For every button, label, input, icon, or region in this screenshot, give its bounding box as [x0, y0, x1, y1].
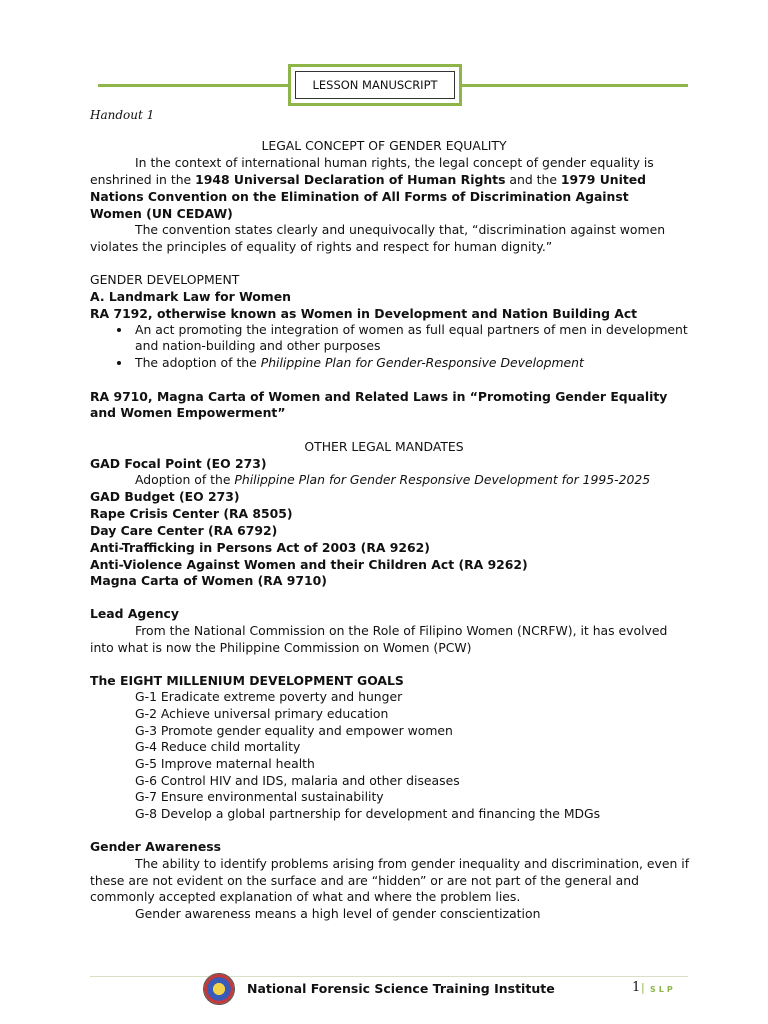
ra9710-heading: RA 9710, Magna Carta of Women and Related Laws in “Promoting Gender Equality: [90, 389, 668, 404]
udhr-ref: 1948 Universal Declaration of Human Rights: [195, 172, 506, 187]
paragraph-line: Gender awareness means a high level of gender conscientization: [135, 906, 541, 921]
footer-rule: [90, 976, 688, 977]
mdg-heading: The EIGHT MILLENIUM DEVELOPMENT GOALS: [90, 673, 404, 688]
cedaw-ref-start: 1979 United: [560, 172, 647, 187]
lead-agency-heading: Lead Agency: [90, 606, 179, 621]
gender-development-heading: GENDER DEVELOPMENT: [90, 272, 240, 287]
bullet-line: An act promoting the integration of women as full equal partners of men in development: [135, 322, 688, 337]
paragraph-line: into what is now the Philippine Commission on Women (PCW): [90, 640, 472, 655]
gad-focal-heading: GAD Focal Point (EO 273): [90, 456, 267, 471]
header-rule-right: [462, 84, 688, 87]
footer-institute-name: National Forensic Science Training Institute: [247, 981, 555, 996]
paragraph-line: The ability to identify problems arising from gender inequality and discrimination, even if: [135, 856, 690, 871]
goal-item: G-6 Control HIV and IDS, malaria and other diseases: [135, 773, 460, 788]
plan-title: Philippine Plan for Gender Responsive Development for 1995-2025: [234, 472, 651, 487]
goal-item: G-5 Improve maternal health: [135, 756, 315, 771]
goal-item: G-4 Reduce child mortality: [135, 739, 301, 754]
goal-item: G-3 Promote gender equality and empower women: [135, 723, 453, 738]
text-run: and the: [505, 172, 561, 187]
mandate-item: GAD Budget (EO 273): [90, 489, 240, 504]
goal-item: G-1 Eradicate extreme poverty and hunger: [135, 689, 403, 704]
text-run: The adoption of the: [135, 355, 261, 370]
bullet-line: and nation-building and other purposes: [135, 338, 381, 353]
mandate-item: Anti-Trafficking in Persons Act of 2003 (RA 9262): [90, 540, 430, 555]
bullet-line: [135, 355, 584, 371]
legal-concept-heading: LEGAL CONCEPT OF GENDER EQUALITY: [261, 138, 507, 153]
goal-item: G-2 Achieve universal primary education: [135, 706, 389, 721]
mandate-item: Anti-Violence Against Women and their Children Act (RA 9262): [90, 557, 528, 572]
paragraph-line: Women (UN CEDAW): [90, 206, 233, 221]
paragraph-line: The convention states clearly and unequivocally that, “discrimination against women: [135, 222, 666, 237]
goal-item: G-8 Develop a global partnership for development and financing the MDGs: [135, 806, 601, 821]
paragraph-line: these are not evident on the surface and are “hidden” or are not part of the general and: [90, 873, 639, 888]
header-rule-left: [98, 84, 288, 87]
gender-awareness-heading: Gender Awareness: [90, 839, 221, 854]
bullet-icon: [117, 361, 121, 365]
paragraph-line: violates the principles of equality of rights and respect for human dignity.”: [90, 239, 553, 254]
paragraph-line: In the context of international human rights, the legal concept of gender equality is: [135, 155, 654, 170]
goal-item: G-7 Ensure environmental sustainability: [135, 789, 384, 804]
page-number: 1: [632, 980, 641, 995]
other-mandates-heading: OTHER LEGAL MANDATES: [304, 439, 464, 454]
bullet-icon: [117, 328, 121, 332]
plan-title: Philippine Plan for Gender-Responsive Development: [260, 355, 584, 370]
text-run: enshrined in the: [90, 172, 196, 187]
paragraph-line: [90, 172, 646, 188]
lesson-manuscript-box: [288, 64, 462, 106]
paragraph-line: Nations Convention on the Elimination of All Forms of Discrimination Against: [90, 189, 629, 204]
institute-seal-icon: [203, 973, 235, 1005]
mandate-item: Magna Carta of Women (RA 9710): [90, 573, 327, 588]
paragraph-line: From the National Commission on the Role of Filipino Women (NCRFW), it has evolved: [135, 623, 668, 638]
ra7192-heading: RA 7192, otherwise known as Women in Development and Nation Building Act: [90, 306, 638, 321]
lesson-manuscript-title: LESSON MANUSCRIPT: [295, 71, 455, 99]
landmark-law-heading: A. Landmark Law for Women: [90, 289, 291, 304]
mandate-item: Day Care Center (RA 6792): [90, 523, 278, 538]
text-run: Adoption of the: [135, 472, 235, 487]
paragraph-line: commonly accepted explanation of what and where the problem lies.: [90, 889, 521, 904]
handout-label: Handout 1: [90, 108, 155, 122]
page-separator: |: [641, 981, 645, 994]
mandate-item: Rape Crisis Center (RA 8505): [90, 506, 293, 521]
ra9710-heading: and Women Empowerment”: [90, 405, 286, 420]
slp-label: SLP: [650, 985, 676, 994]
adoption-line: [135, 472, 650, 488]
